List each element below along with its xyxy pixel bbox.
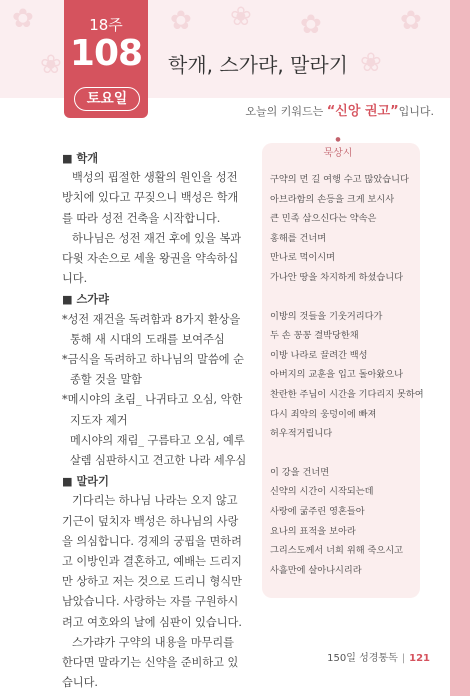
flower-pattern-icon: ✿ (170, 6, 192, 36)
poem-line: 이 강을 건너면 (270, 466, 330, 478)
meditation-tag-label: 묵상시 (323, 148, 353, 159)
page-number: 121 (409, 653, 430, 664)
paragraph: 백성의 핍절한 생활의 원인을 성전 방치에 있다고 꾸짖으니 백성은 학개를 따라 성전 건축을 시작합니다. (62, 171, 239, 225)
day-badge (64, 0, 148, 118)
paragraph: 하나님은 성전 재건 후에 있을 복과 다윗 자손으로 세울 왕권을 약속하십니다. (62, 231, 242, 286)
section-heading: ■ 스가랴 (62, 292, 109, 307)
bullet-item: *금식을 독려하고 하나님의 말씀에 순종할 것을 말함 (62, 353, 244, 387)
meditation-poem (270, 170, 424, 599)
poem-line: 구약의 먼 길 여행 수고 많았습니다 (270, 174, 409, 185)
flower-pattern-icon: ✿ (400, 6, 422, 36)
flower-pattern-icon: ✿ (300, 10, 322, 40)
flower-pattern-icon: ❀ (40, 50, 62, 80)
poem-line: 허우적거립니다 (270, 428, 333, 440)
bullet-item-continued: 메시야의 재림_ 구름타고 오심, 예루살렘 심판하시고 견고한 나라 세우심 (70, 433, 247, 468)
poem-line: 이방의 것들을 기웃거리다가 (270, 310, 383, 322)
poem-line: 만나로 먹이시며 (270, 252, 336, 264)
bullet-item: *메시야의 초림_ 나귀타고 오심, 악한 지도자 제거 (62, 393, 243, 427)
poem-line: 아브라함의 손등을 크게 보시사 (270, 193, 395, 205)
poem-line: 이방 나라로 끌려간 백성 (270, 349, 368, 361)
poem-line: 다시 죄악의 웅덩이에 빠져 (270, 408, 377, 420)
paragraph: 스가랴가 구약의 내용을 마무리를 한다면 말라기는 신약을 준비하고 있습니다. (62, 635, 239, 690)
day-number: 108 (69, 33, 143, 74)
body-text (62, 148, 248, 693)
keyword: “신앙 권고” (326, 104, 399, 119)
poem-stanza (270, 307, 424, 444)
poem-line: 사랑에 굶주린 영혼들아 (270, 505, 365, 517)
week-label: 18주 (89, 16, 123, 34)
weekday-label: 토요일 (74, 87, 140, 111)
poem-stanza (270, 463, 420, 581)
poem-line: 홍해를 건너며 (270, 232, 327, 244)
book-title: 150일 성경통독 (327, 653, 398, 664)
poem-line: 아버지의 교훈을 입고 돌아왔으나 (270, 369, 404, 381)
keyword-prefix: 오늘의 키워드는 (245, 105, 324, 118)
footer-divider: | (401, 653, 406, 664)
page-footer (327, 649, 430, 664)
poem-line: 신약의 시간이 시작되는데 (270, 486, 374, 498)
poem-line: 찬란한 주님이 시간을 기다리지 못하여 (270, 388, 424, 400)
paragraph: 기다리는 하나님 나라는 오지 않고 기근이 덮치자 백성은 하나님의 사랑을 의심합니다. 경제의 궁핍을 면하려고 이방인과 결혼하고, 예배는 드리지만 상하고 저는 것으로 드리니 형식만 남았습니다. 사랑하는 자를 구원하시려고 여호와의 날에 심판이 있습니다. (62, 494, 242, 629)
section-heading: ■ 학개 (62, 151, 99, 165)
flower-pattern-icon: ❀ (230, 2, 252, 32)
meditation-tag (299, 136, 377, 158)
flower-pattern-icon: ✿ (12, 4, 34, 34)
page-title: 학개, 스가랴, 말라기 (168, 53, 348, 77)
poem-line: 가나안 땅을 차지하게 하셨습니다 (270, 271, 404, 283)
section-heading: ■ 말라기 (62, 474, 109, 489)
poem-line: 큰 민족 삼으신다는 약속은 (270, 213, 377, 225)
poem-stanza (270, 170, 420, 288)
page-edge-strip (450, 0, 470, 696)
poem-line: 요나의 표적을 보아라 (270, 525, 356, 537)
keyword-line (245, 100, 434, 119)
poem-line: 그리스도께서 너희 위해 죽으시고 (270, 545, 404, 557)
flower-pattern-icon: ❀ (360, 48, 382, 78)
poem-line: 두 손 꽁꽁 결박당한채 (270, 330, 359, 342)
bullet-item: *성전 재건을 독려함과 8가지 환상을 통해 새 시대의 도래를 보여주심 (62, 312, 241, 346)
poem-line: 사흘만에 살아나시리라 (270, 564, 362, 576)
keyword-suffix: 입니다. (398, 105, 434, 118)
dot-icon: ● (335, 136, 341, 143)
